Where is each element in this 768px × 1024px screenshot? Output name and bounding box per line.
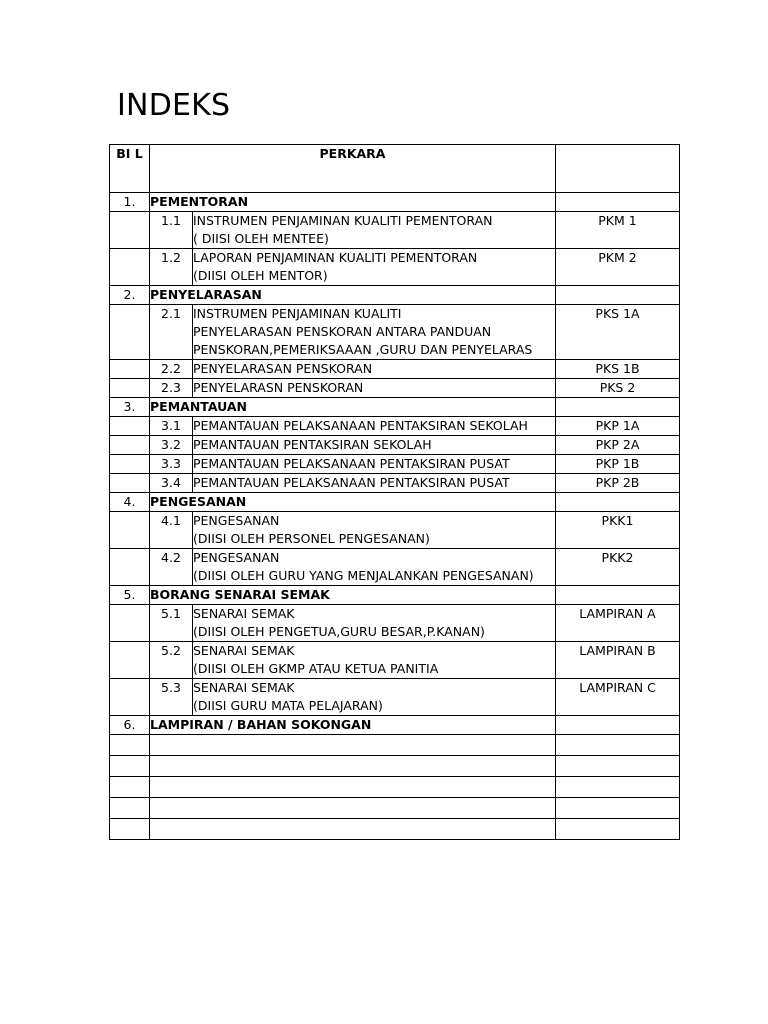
item-ref: PKM 1 xyxy=(556,212,680,249)
item-description-line: PEMANTAUAN PENTAKSIRAN SEKOLAH xyxy=(193,437,432,452)
item-description-line: SENARAI SEMAK xyxy=(193,643,295,658)
section-row xyxy=(110,398,680,417)
item-row xyxy=(110,212,680,249)
item-row xyxy=(110,642,680,679)
item-ref: PKM 2 xyxy=(556,249,680,286)
blank-row xyxy=(110,819,680,840)
section-ref xyxy=(556,493,680,512)
item-description xyxy=(193,455,556,474)
blank-cell xyxy=(110,798,150,819)
item-description-line: SENARAI SEMAK xyxy=(193,680,295,695)
item-row xyxy=(110,436,680,455)
item-number: 2.3 xyxy=(150,379,193,398)
blank-cell xyxy=(110,777,150,798)
item-ref: PKK2 xyxy=(556,549,680,586)
item-number: 3.1 xyxy=(150,417,193,436)
section-ref xyxy=(556,193,680,212)
section-title: PEMANTAUAN xyxy=(150,398,556,417)
blank-cell xyxy=(556,798,680,819)
blank-cell xyxy=(556,819,680,840)
item-bil xyxy=(110,360,150,379)
item-description-line: (DIISI OLEH GKMP ATAU KETUA PANITIA xyxy=(193,661,439,676)
section-ref xyxy=(556,716,680,735)
item-bil xyxy=(110,417,150,436)
item-description-line: LAPORAN PENJAMINAN KUALITI PEMENTORAN xyxy=(193,250,478,265)
section-row xyxy=(110,716,680,735)
item-number: 2.1 xyxy=(150,305,193,360)
section-row xyxy=(110,586,680,605)
blank-cell xyxy=(110,735,150,756)
blank-cell xyxy=(150,819,556,840)
item-description xyxy=(193,305,556,360)
section-ref xyxy=(556,286,680,305)
header-bil: BI L xyxy=(110,145,150,193)
item-bil xyxy=(110,642,150,679)
item-bil xyxy=(110,605,150,642)
item-ref: PKS 2 xyxy=(556,379,680,398)
item-description-line: (DIISI OLEH GURU YANG MENJALANKAN PENGESANAN) xyxy=(193,568,534,583)
header-perkara: PERKARA xyxy=(150,145,556,193)
item-bil xyxy=(110,249,150,286)
item-description-line: PEMANTAUAN PELAKSANAAN PENTAKSIRAN PUSAT xyxy=(193,475,510,490)
item-number: 5.1 xyxy=(150,605,193,642)
item-ref: PKP 1B xyxy=(556,455,680,474)
item-row xyxy=(110,379,680,398)
section-title: PEMENTORAN xyxy=(150,193,556,212)
section-ref xyxy=(556,398,680,417)
item-ref: PKS 1A xyxy=(556,305,680,360)
blank-cell xyxy=(556,735,680,756)
item-description xyxy=(193,512,556,549)
blank-row xyxy=(110,756,680,777)
item-number: 1.2 xyxy=(150,249,193,286)
section-title: LAMPIRAN / BAHAN SOKONGAN xyxy=(150,716,556,735)
item-number: 3.4 xyxy=(150,474,193,493)
section-title: PENGESANAN xyxy=(150,493,556,512)
item-description-line: ( DIISI OLEH MENTEE) xyxy=(193,231,329,246)
item-bil xyxy=(110,212,150,249)
blank-row xyxy=(110,798,680,819)
item-row xyxy=(110,360,680,379)
item-description-line: PEMANTAUAN PELAKSANAAN PENTAKSIRAN PUSAT xyxy=(193,456,510,471)
item-description-line: (DIISI OLEH MENTOR) xyxy=(193,268,328,283)
index-table-body xyxy=(110,145,680,840)
item-row xyxy=(110,474,680,493)
blank-cell xyxy=(150,735,556,756)
page-title: INDEKS xyxy=(117,88,231,123)
item-ref: LAMPIRAN A xyxy=(556,605,680,642)
item-description xyxy=(193,642,556,679)
item-description-line: PENGESANAN xyxy=(193,513,280,528)
item-ref: PKK1 xyxy=(556,512,680,549)
item-row xyxy=(110,679,680,716)
item-bil xyxy=(110,455,150,474)
item-description-line: INSTRUMEN PENJAMINAN KUALITI xyxy=(193,306,402,321)
blank-cell xyxy=(150,777,556,798)
item-bil xyxy=(110,679,150,716)
item-description xyxy=(193,417,556,436)
item-description xyxy=(193,379,556,398)
blank-cell xyxy=(556,777,680,798)
item-description-line: SENARAI SEMAK xyxy=(193,606,295,621)
section-row xyxy=(110,193,680,212)
item-description-line: PENSKORAN,PEMERIKSAAAN ,GURU DAN PENYELARAS xyxy=(193,342,533,357)
item-row xyxy=(110,305,680,360)
item-number: 1.1 xyxy=(150,212,193,249)
header-ref xyxy=(556,145,680,193)
item-description-line: (DIISI OLEH PENGETUA,GURU BESAR,P.KANAN) xyxy=(193,624,485,639)
blank-cell xyxy=(150,756,556,777)
item-description-line: PENYELARASAN PENSKORAN ANTARA PANDUAN xyxy=(193,324,492,339)
item-description-line: INSTRUMEN PENJAMINAN KUALITI PEMENTORAN xyxy=(193,213,493,228)
item-description-line: PENYELARASAN PENSKORAN xyxy=(193,361,373,376)
item-ref: LAMPIRAN B xyxy=(556,642,680,679)
blank-cell xyxy=(556,756,680,777)
item-description xyxy=(193,605,556,642)
item-row xyxy=(110,417,680,436)
item-description-line: (DIISI OLEH PERSONEL PENGESANAN) xyxy=(193,531,430,546)
item-ref: PKS 1B xyxy=(556,360,680,379)
item-ref: LAMPIRAN C xyxy=(556,679,680,716)
section-title: PENYELARASAN xyxy=(150,286,556,305)
item-row xyxy=(110,249,680,286)
section-number: 6. xyxy=(110,716,150,735)
section-row xyxy=(110,286,680,305)
item-row xyxy=(110,549,680,586)
section-title: BORANG SENARAI SEMAK xyxy=(150,586,556,605)
index-table xyxy=(109,144,680,840)
item-ref: PKP 2B xyxy=(556,474,680,493)
item-number: 3.2 xyxy=(150,436,193,455)
section-ref xyxy=(556,586,680,605)
item-description-line: PENGESANAN xyxy=(193,550,280,565)
item-bil xyxy=(110,512,150,549)
item-number: 2.2 xyxy=(150,360,193,379)
table-header-row xyxy=(110,145,680,193)
blank-row xyxy=(110,735,680,756)
item-bil xyxy=(110,436,150,455)
item-description xyxy=(193,360,556,379)
item-ref: PKP 1A xyxy=(556,417,680,436)
item-number: 5.2 xyxy=(150,642,193,679)
item-description xyxy=(193,474,556,493)
item-description xyxy=(193,212,556,249)
item-bil xyxy=(110,474,150,493)
item-bil xyxy=(110,379,150,398)
blank-cell xyxy=(110,819,150,840)
item-description xyxy=(193,549,556,586)
blank-cell xyxy=(110,756,150,777)
item-description xyxy=(193,249,556,286)
item-number: 4.2 xyxy=(150,549,193,586)
item-description-line: PEMANTAUAN PELAKSANAAN PENTAKSIRAN SEKOLAH xyxy=(193,418,528,433)
item-description xyxy=(193,679,556,716)
item-description-line: PENYELARASN PENSKORAN xyxy=(193,380,364,395)
item-number: 4.1 xyxy=(150,512,193,549)
item-description xyxy=(193,436,556,455)
section-number: 1. xyxy=(110,193,150,212)
section-row xyxy=(110,493,680,512)
section-number: 4. xyxy=(110,493,150,512)
item-row xyxy=(110,455,680,474)
blank-row xyxy=(110,777,680,798)
item-number: 3.3 xyxy=(150,455,193,474)
item-description-line: (DIISI GURU MATA PELAJARAN) xyxy=(193,698,383,713)
item-bil xyxy=(110,549,150,586)
item-row xyxy=(110,512,680,549)
item-number: 5.3 xyxy=(150,679,193,716)
item-ref: PKP 2A xyxy=(556,436,680,455)
section-number: 2. xyxy=(110,286,150,305)
section-number: 5. xyxy=(110,586,150,605)
item-bil xyxy=(110,305,150,360)
section-number: 3. xyxy=(110,398,150,417)
blank-cell xyxy=(150,798,556,819)
item-row xyxy=(110,605,680,642)
